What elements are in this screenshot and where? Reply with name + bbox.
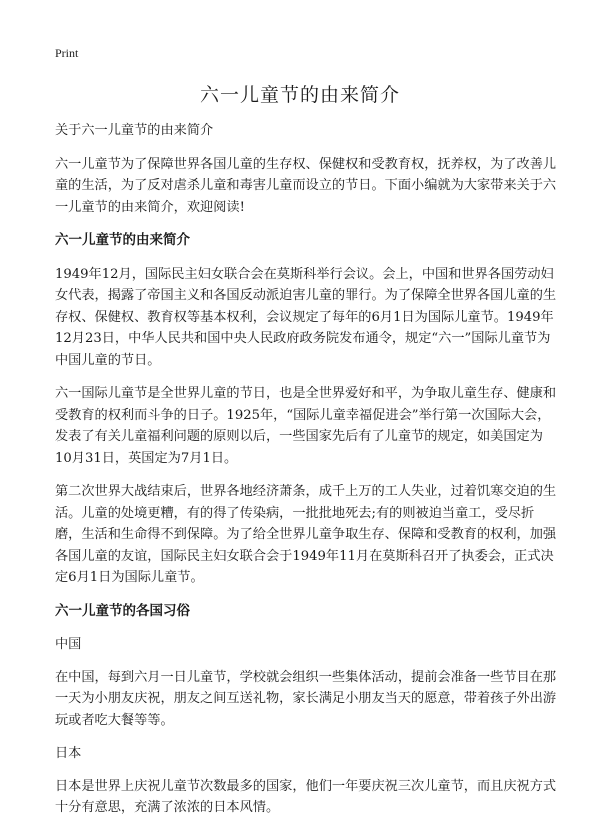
page-title: 六一儿童节的由来简介 [199, 84, 400, 106]
origin-paragraph: 1949年12月，国际民主妇女联合会在莫斯科举行会议。会上，中国和世界各国劳动妇女代表，揭露了帝国主义和各国反动派迫害儿童的罪行。为了保障全世界各国儿童的生存权、保健权、教育权等基本权利，会议规定了每年的6月1日为国际儿童节。1949年12月23日，中华人民共和国中央人民政府政务院发布通令，规定“六一”国际儿童节为中国儿童的节日。 [55, 266, 557, 368]
country-paragraph: 日本是世界上庆祝儿童节次数最多的国家，他们一年要庆祝三次儿童节，而且庆祝方式十分有意思，充满了浓浓的日本风情。 [55, 778, 557, 815]
print-link[interactable]: Print [55, 46, 79, 60]
origin-paragraph: 六一国际儿童节是全世界儿童的节日，也是全世界爱好和平，为争取儿童生存、健康和受教育的权利而斗争的日子。1925年，“国际儿童幸福促进会”举行第一次国际大会，发表了有关儿童福利问题的原则以后，一些国家先后有了儿童节的规定，如美国定为10月31日，英国定为7月1日。 [55, 386, 557, 466]
country-name: 中国 [55, 637, 82, 652]
article-subtitle: 关于六一儿童节的由来简介 [55, 123, 214, 138]
section-heading-origin: 六一儿童节的由来简介 [55, 232, 190, 248]
country-paragraph: 在中国，每到六月一日儿童节，学校就会组织一些集体活动，提前会准备一些节目在那一天为小朋友庆祝，朋友之间互送礼物，家长满足小朋友当天的愿意，带着孩子外出游玩或者吃大餐等等。 [55, 669, 557, 728]
country-name: 日本 [55, 746, 82, 761]
section-heading-customs: 六一儿童节的各国习俗 [55, 602, 190, 619]
intro-paragraph: 六一儿童节为了保障世界各国儿童的生存权、保健权和受教育权，抚养权，为了改善儿童的生活，为了反对虐杀儿童和毒害儿童而设立的节日。下面小编就为大家带来关于六一儿童节的由来简介，欢迎阅读! [55, 156, 557, 215]
article-body [55, 120, 558, 831]
origin-paragraph: 第二次世界大战结束后，世界各地经济萧条，成千上万的工人失业，过着饥寒交迫的生活。儿童的处境更糟，有的得了传染病，一批批地死去;有的则被迫当童工，受尽折磨，生活和生命得不到保障。为了给全世界儿童争取生存、保障和受教育的权利，加强各国儿童的友谊，国际民主妇女联合会于1949年11月在莫斯科召开了执委会，正式决定6月1日为国际儿童节。 [55, 484, 557, 585]
